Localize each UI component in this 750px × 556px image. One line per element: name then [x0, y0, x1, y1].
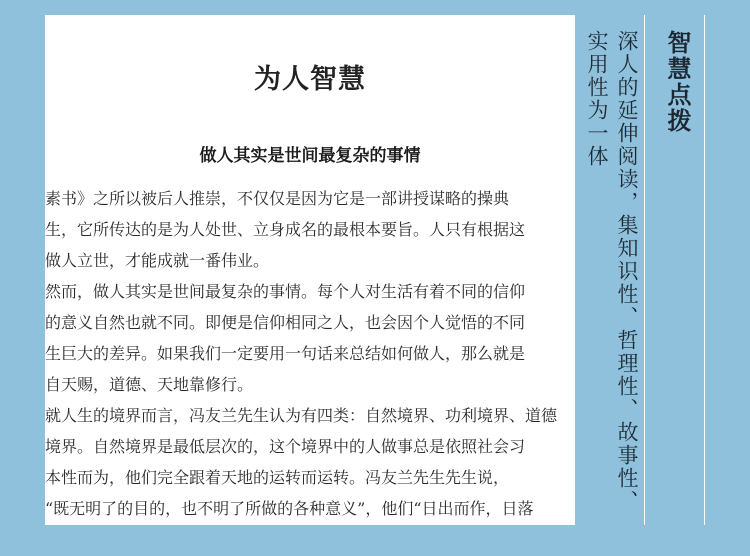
text-line: 的意义自然也就不同。即便是信仰相同之人，也会因个人觉悟的不同	[45, 313, 526, 332]
section-title: 做人其实是世间最复杂的事情	[199, 146, 421, 166]
page-title: 为人智慧	[254, 64, 366, 95]
text-line: 境界。自然境界是最低层次的，这个境界中的人做事总是依照社会习	[45, 437, 526, 456]
book-page	[45, 15, 575, 525]
text-line: 就人生的境界而言，冯友兰先生认为有四类：自然境界、功利境界、道德	[45, 406, 558, 425]
divider-line	[644, 15, 645, 525]
body-text	[45, 183, 575, 524]
text-line: 然而，做人其实是世间最复杂的事情。每个人对生活有着不同的信仰	[45, 282, 526, 301]
text-line: 生巨大的差异。如果我们一定要用一句话来总结如何做人，那么就是	[45, 344, 526, 363]
text-line: 生，它所传达的是为人处世、立身成名的最根本要旨。人只有根据这	[45, 220, 526, 239]
sidebar-note: 深人的延伸阅读，集知识性、哲理性、故事性、实用性为一体	[585, 30, 639, 513]
text-line: 素书》之所以被后人推崇，不仅仅是因为它是一部讲授谋略的操典	[45, 189, 510, 208]
text-line: 做人立世，才能成就一番伟业。	[45, 251, 270, 270]
sidebar-heading: 智慧点拨	[663, 30, 691, 134]
text-line: 自天赐，道德、天地靠修行。	[45, 375, 254, 394]
text-line: 本性而为，他们完全跟着天地的运转而运转。冯友兰先生先生说，	[45, 468, 510, 487]
text-line: “既无明了的目的，也不明了所做的各种意义”，他们“日出而作，日落	[45, 499, 534, 518]
divider-line	[704, 15, 705, 525]
